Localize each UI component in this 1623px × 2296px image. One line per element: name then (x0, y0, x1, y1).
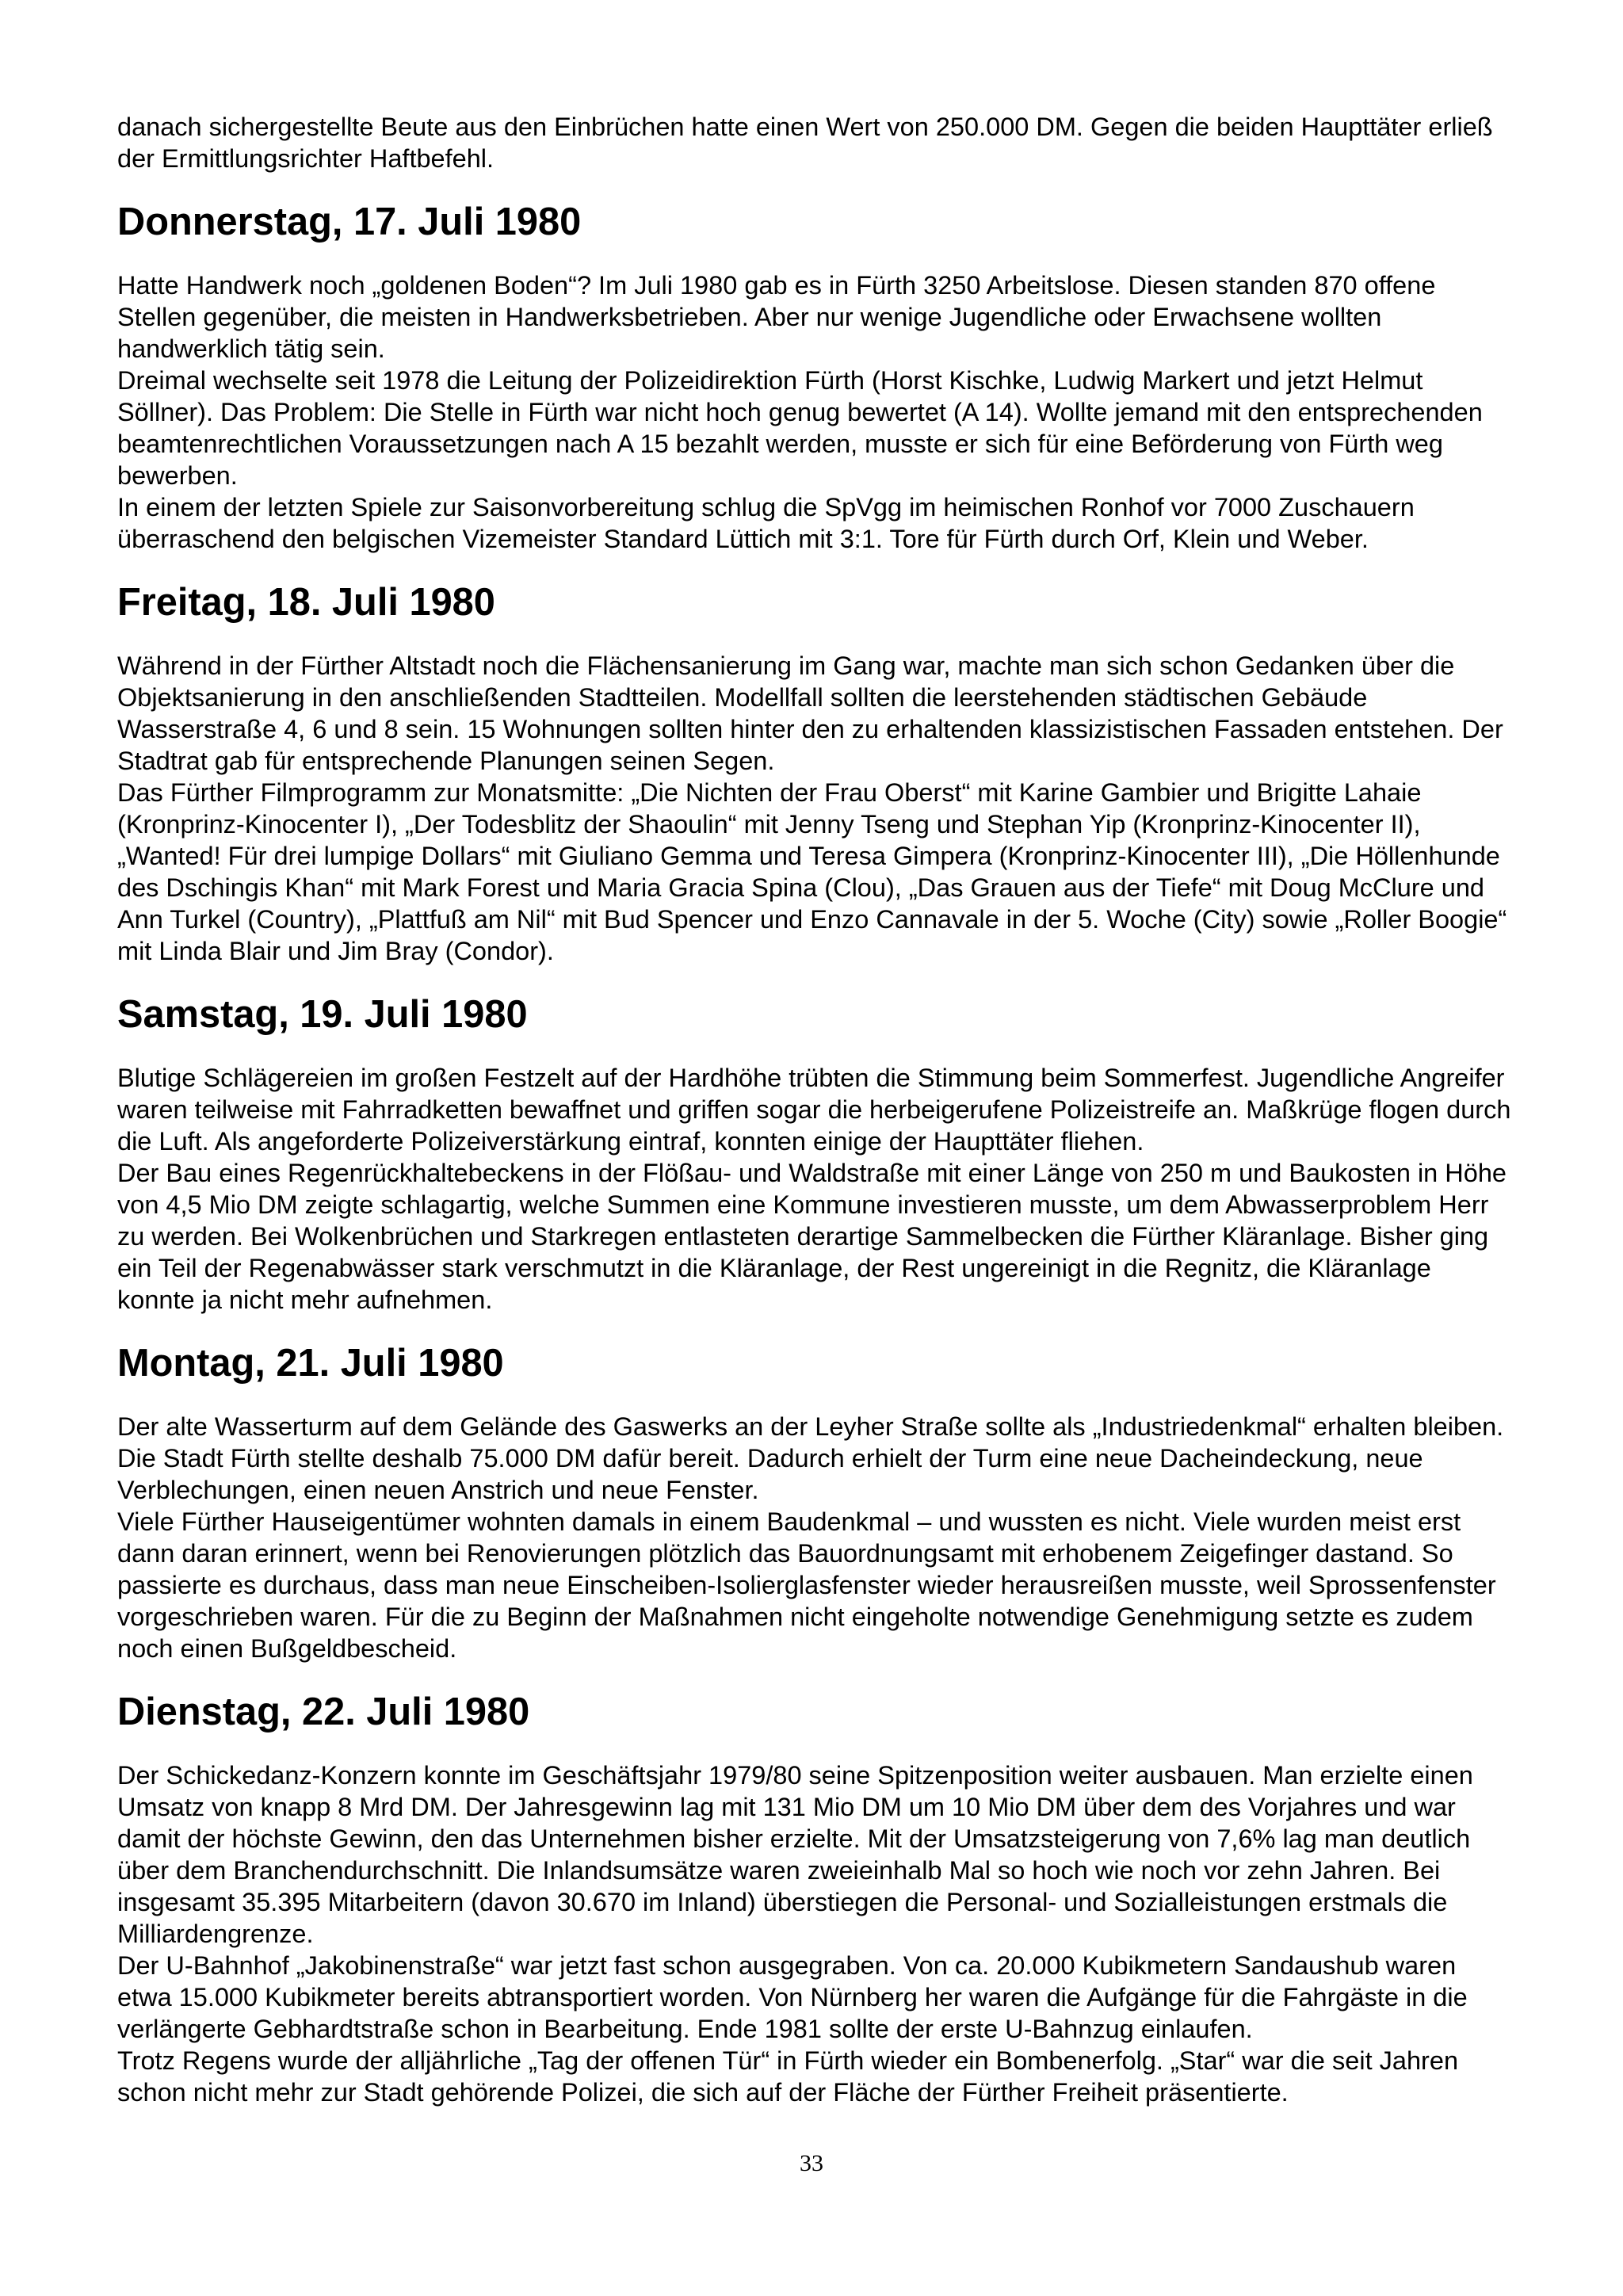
paragraph: In einem der letzten Spiele zur Saisonvorbereitung schlug die SpVgg im heimischen Ronhof vor 7000 Zuschauern überraschend den belgischen Vizemeister Standard Lüttich mit 3:1. Tore für Fürth durch Orf, Klein und Weber. (117, 493, 1415, 553)
section-freitag (117, 581, 1512, 967)
paragraph: Der Bau eines Regenrückhaltebeckens in der Flößau- und Waldstraße mit einer Länge von 250 m und Baukosten in Höhe von 4,5 Mio DM zeigte schlagartig, welche Summen eine Kommune investieren musste, um dem Abwasserproblem Herr zu werden. Bei Wolkenbrüchen und Starkregen entlasteten derartige Sammelbecken die Fürther Kläranlage. Bisher ging ein Teil der Regenabwässer stark verschmutzt in die Kläranlage, der Rest ungereinigt in die Regnitz, die Kläranlage konnte ja nicht mehr aufnehmen. (117, 1159, 1507, 1314)
paragraph: Das Fürther Filmprogramm zur Monatsmitte: „Die Nichten der Frau Oberst“ mit Karine Gambier und Brigitte Lahaie (Kronprinz-Kinocenter I), „Der Todesblitz der Shaoulin“ mit Jenny Tseng und Stephan Yip (Kronprinz-Kinocenter II), „Wanted! Für drei lumpige Dollars“ mit Giuliano Gemma und Teresa Gimpera (Kronprinz-Kinocenter III), „Die Höllenhunde des Dschingis Khan“ mit Mark Forest und Maria Gracia Spina (Clou), „Das Grauen aus der Tiefe“ mit Doug McClure und Ann Turkel (Country), „Plattfuß am Nil“ mit Bud Spencer und Enzo Cannavale in der 5. Woche (City) sowie „Roller Boogie“ mit Linda Blair und Jim Bray (Condor). (117, 778, 1507, 965)
paragraph: Blutige Schlägereien im großen Festzelt auf der Hardhöhe trübten die Stimmung beim Sommerfest. Jugendliche Angreifer waren teilweise mit Fahrradketten bewaffnet und griffen sogar die herbeigerufene Polizeistreife an. Maßkrüge flogen durch die Luft. Als angeforderte Polizeiverstärkung eintraf, konnten einige der Haupttäter fliehen. (117, 1064, 1511, 1156)
section-samstag (117, 993, 1512, 1316)
page-number: 33 (800, 2150, 823, 2176)
section-dienstag (117, 1690, 1512, 2108)
paragraph: Viele Fürther Hauseigentümer wohnten damals in einem Baudenkmal – und wussten es nicht. Viele wurden meist erst dann daran erinnert, wenn bei Renovierungen plötzlich das Bauordnungsamt mit erhobenem Zeigefinger dastand. So passierte es durchaus, dass man neue Einscheiben-Isolierglasfenster wieder herausreißen musste, weil Sprossenfenster vorgeschrieben waren. Für die zu Beginn der Maßnahmen nicht eingeholte notwendige Genehmigung setzte es zudem noch einen Bußgeldbescheid. (117, 1507, 1496, 1663)
paragraph: Hatte Handwerk noch „goldenen Boden“? Im Juli 1980 gab es in Fürth 3250 Arbeitslose. Diesen standen 870 offene Stellen gegenüber, die meisten in Handwerksbetrieben. Aber nur wenige Jugendliche oder Erwachsene wollten handwerklich tätig sein. (117, 271, 1436, 363)
section-heading: Montag, 21. Juli 1980 (117, 1342, 504, 1385)
paragraph: Der U-Bahnhof „Jakobinenstraße“ war jetzt fast schon ausgegraben. Von ca. 20.000 Kubikmetern Sandaushub waren etwa 15.000 Kubikmeter bereits abtransportiert worden. Von Nürnberg her waren die Aufgänge für die Fahrgäste in die verlängerte Gebhardtstraße schon in Bearbeitung. Ende 1981 sollte der erste U-Bahnzug einlaufen. (117, 1951, 1468, 2043)
section-heading: Donnerstag, 17. Juli 1980 (117, 201, 582, 243)
section-heading: Dienstag, 22. Juli 1980 (117, 1690, 530, 1733)
paragraph: Der alte Wasserturm auf dem Gelände des Gaswerks an der Leyher Straße sollte als „Industriedenkmal“ erhalten bleiben. Die Stadt Fürth stellte deshalb 75.000 DM dafür bereit. Dadurch erhielt der Turm eine neue Dacheindeckung, neue Verblechungen, einen neuen Anstrich und neue Fenster. (117, 1412, 1504, 1504)
section-heading: Samstag, 19. Juli 1980 (117, 993, 528, 1036)
intro-paragraph: danach sichergestellte Beute aus den Einbrüchen hatte einen Wert von 250.000 DM. Gegen die beiden Haupttäter erließ der Ermittlungsrichter Haftbefehl. (117, 113, 1493, 173)
section-montag (117, 1342, 1512, 1664)
paragraph: Trotz Regens wurde der alljährliche „Tag der offenen Tür“ in Fürth wieder ein Bombenerfolg. „Star“ war die seit Jahren schon nicht mehr zur Stadt gehörende Polizei, die sich auf der Fläche der Fürther Freiheit präsentierte. (117, 2046, 1459, 2107)
document-page (117, 111, 1512, 2108)
section-donnerstag (117, 201, 1512, 555)
paragraph: Dreimal wechselte seit 1978 die Leitung der Polizeidirektion Fürth (Horst Kischke, Ludwig Markert und jetzt Helmut Söllner). Das Problem: Die Stelle in Fürth war nicht hoch genug bewertet (A 14). Wollte jemand mit den entsprechenden beamtenrechtlichen Voraussetzungen nach A 15 bezahlt werden, musste er sich für eine Beförderung von Fürth weg bewerben. (117, 366, 1483, 490)
paragraph: Während in der Fürther Altstadt noch die Flächensanierung im Gang war, machte man sich schon Gedanken über die Objektsanierung in den anschließenden Stadtteilen. Modellfall sollten die leerstehenden städtischen Gebäude Wasserstraße 4, 6 und 8 sein. 15 Wohnungen sollten hinter den zu erhaltenden klassizistischen Fassaden entstehen. Der Stadtrat gab für entsprechende Planungen seinen Segen. (117, 651, 1503, 775)
paragraph: Der Schickedanz-Konzern konnte im Geschäftsjahr 1979/80 seine Spitzenposition weiter ausbauen. Man erzielte einen Umsatz von knapp 8 Mrd DM. Der Jahresgewinn lag mit 131 Mio DM um 10 Mio DM über dem des Vorjahres und war damit der höchste Gewinn, den das Unternehmen bisher erzielte. Mit der Umsatzsteigerung von 7,6% lag man deutlich über dem Branchendurchschnitt. Die Inlandsumsätze waren zweieinhalb Mal so hoch wie noch vor zehn Jahren. Bei insgesamt 35.395 Mitarbeitern (davon 30.670 im Inland) überstiegen die Personal- und Sozialleistungen erstmals die Milliardengrenze. (117, 1761, 1473, 1948)
section-heading: Freitag, 18. Juli 1980 (117, 581, 495, 624)
